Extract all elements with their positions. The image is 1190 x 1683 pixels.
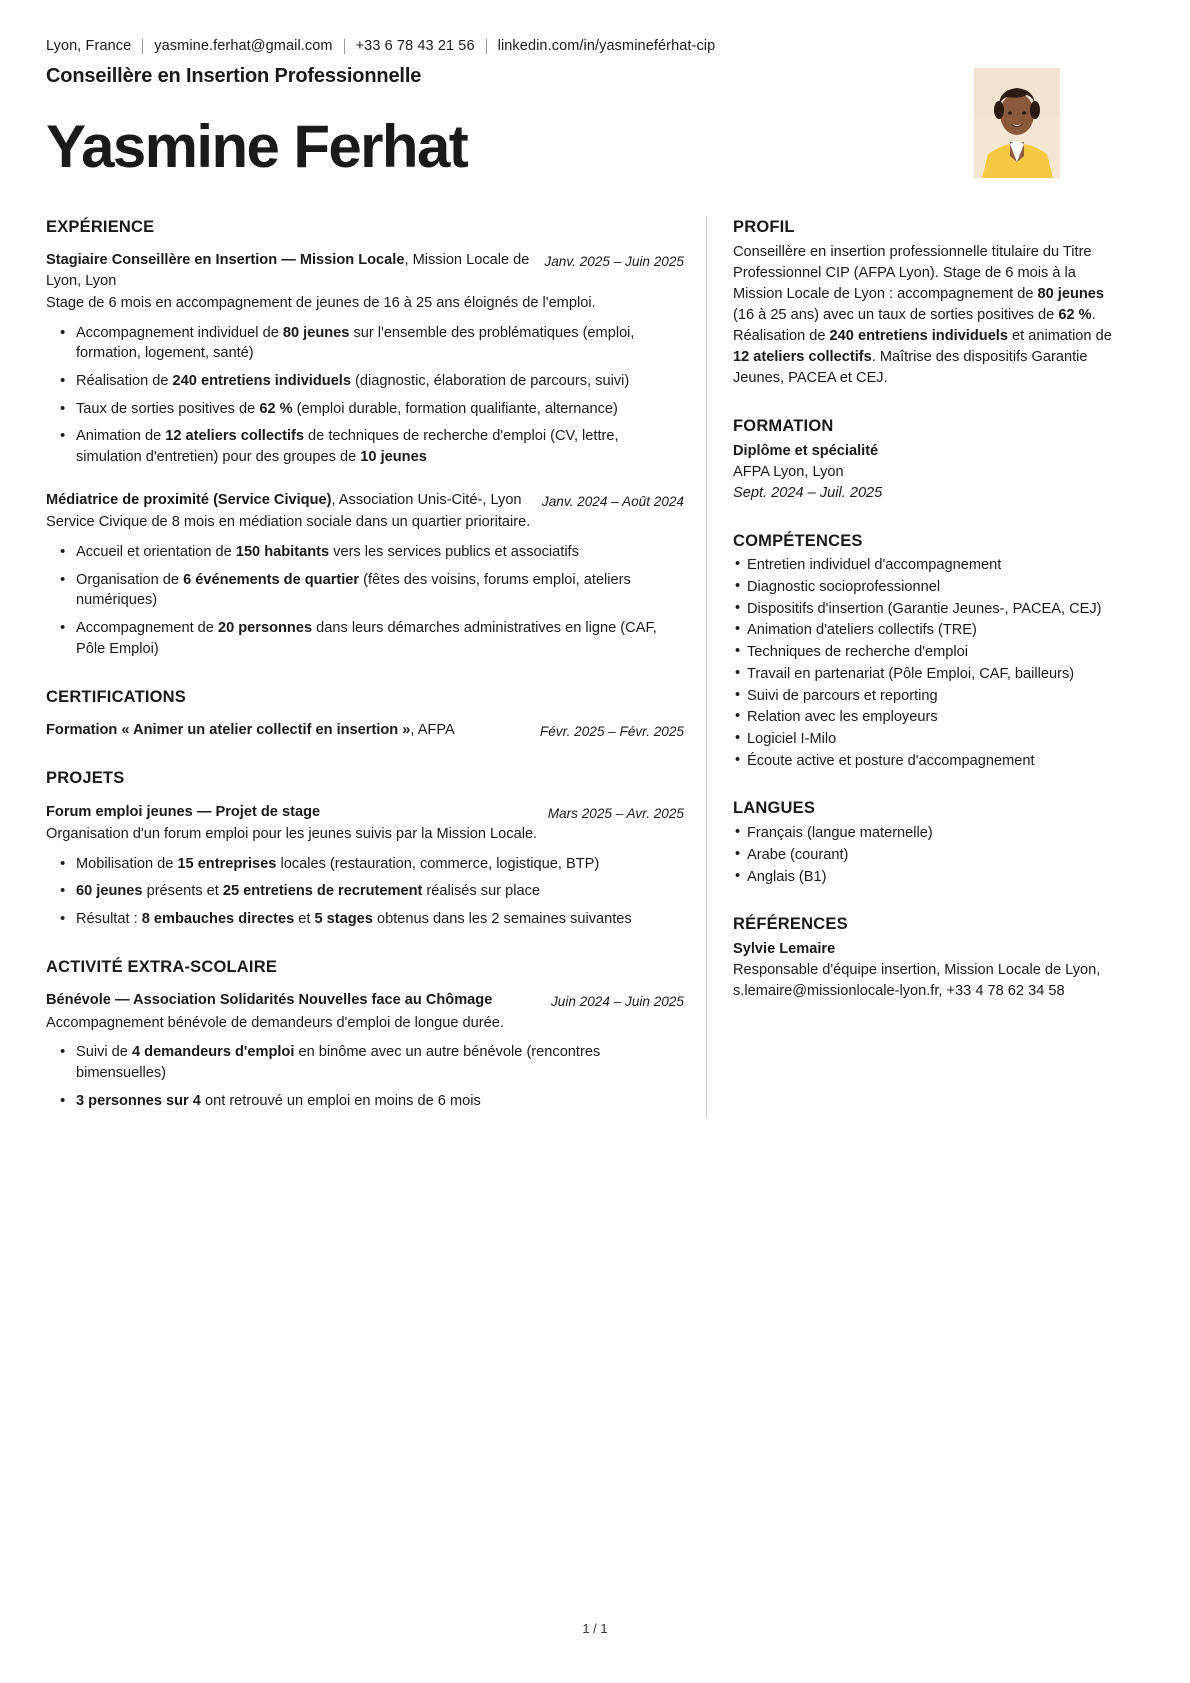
entry-bullet bbox=[76, 618, 684, 659]
body-text: Conseillère en insertion professionnelle titulaire du Titre Professionnel CIP (AFPA Lyon). Stage de 6 mois à la Mission Locale de Lyon : accompagnement de bbox=[733, 243, 1092, 302]
section-skills bbox=[733, 530, 1114, 772]
section-extracurricular bbox=[46, 956, 684, 1112]
candidate-name: Yasmine Ferhat bbox=[46, 113, 468, 180]
entry-header bbox=[46, 802, 684, 823]
formation-degree: Diplôme et spécialité bbox=[733, 442, 879, 459]
emphasis-text: 4 demandeurs d'emploi bbox=[131, 1044, 295, 1061]
entry-bullet bbox=[76, 426, 684, 467]
emphasis-text: 25 entretiens de recrutement bbox=[222, 883, 423, 900]
entry-date: Juin 2024 – Juin 2025 bbox=[550, 994, 684, 1010]
reference-details: Responsable d'équipe insertion, Mission Locale de Lyon, s.lemaire@missionlocale-lyon.fr, +33 4 78 62 34 58 bbox=[733, 962, 1101, 1000]
body-text: . Maîtrise des dispositifs Garantie Jeunes, PACEA et CEJ. bbox=[733, 348, 1088, 386]
entry-date: Janv. 2025 – Juin 2025 bbox=[544, 254, 684, 270]
list-item: • Dispositifs d'insertion (Garantie Jeunes-, PACEA, CEJ) bbox=[747, 599, 1114, 620]
body-text: (fêtes des voisins, forums emploi, ateliers numériques) bbox=[76, 571, 631, 609]
section-experience bbox=[46, 216, 684, 660]
list-item: • Français (langue maternelle) bbox=[747, 823, 1114, 844]
projects-entry-list bbox=[46, 802, 684, 930]
section-references bbox=[733, 913, 1114, 1002]
body-text: Mobilisation de bbox=[76, 855, 178, 872]
section-languages bbox=[733, 797, 1114, 887]
extracurricular-entry-list bbox=[46, 990, 684, 1111]
section-heading-formation: FORMATION bbox=[733, 416, 834, 435]
body-text: Suivi de bbox=[76, 1044, 132, 1061]
entry-date: Janv. 2024 – Août 2024 bbox=[541, 493, 684, 509]
section-formation bbox=[733, 415, 1114, 504]
contact-item: yasmine.ferhat@gmail.com bbox=[154, 38, 333, 54]
resume-header bbox=[0, 0, 1190, 178]
entry-description: Accompagnement bénévole de demandeurs d'emploi de longue durée. bbox=[46, 1014, 504, 1031]
entry-description: Service Civique de 8 mois en médiation sociale dans un quartier prioritaire. bbox=[46, 514, 531, 531]
emphasis-text: 60 jeunes bbox=[76, 883, 143, 900]
entry-bullet-list bbox=[46, 542, 684, 660]
body-text: Accueil et orientation de bbox=[76, 543, 236, 560]
resume-entry bbox=[46, 720, 684, 741]
section-heading-projects: PROJETS bbox=[46, 769, 125, 788]
emphasis-text: 80 jeunes bbox=[282, 324, 350, 341]
section-heading-experience: EXPÉRIENCE bbox=[46, 218, 155, 236]
entry-bullet bbox=[76, 570, 684, 611]
entry-header bbox=[46, 490, 684, 511]
emphasis-text: 62 % bbox=[1058, 306, 1092, 323]
body-text: . Réalisation de bbox=[733, 306, 1096, 344]
section-heading-skills: COMPÉTENCES bbox=[733, 531, 863, 550]
body-text: Résultat : bbox=[76, 911, 142, 928]
entry-bullet bbox=[76, 371, 684, 392]
section-heading-extracurricular: ACTIVITÉ EXTRA-SCOLAIRE bbox=[46, 957, 278, 976]
body-text: ont retrouvé un emploi en moins de 6 mois bbox=[200, 1092, 481, 1109]
entry-title-org: , Mission Locale de Lyon, Lyon bbox=[46, 252, 530, 290]
body-text: et bbox=[294, 911, 315, 928]
reference-name: Sylvie Lemaire bbox=[733, 941, 836, 958]
contact-item: linkedin.com/in/yasmineférhat-cip bbox=[497, 38, 716, 54]
resume-entry bbox=[46, 990, 684, 1111]
list-item: • Suivi de parcours et reporting bbox=[747, 686, 1114, 707]
emphasis-text: 12 ateliers collectifs bbox=[165, 428, 304, 445]
resume-entry bbox=[46, 250, 684, 467]
emphasis-text: 240 entretiens individuels bbox=[172, 373, 351, 390]
entry-title bbox=[46, 250, 532, 291]
list-item: • Arabe (courant) bbox=[747, 845, 1114, 866]
section-certifications bbox=[46, 686, 684, 742]
entry-bullet bbox=[76, 399, 684, 420]
list-item: • Entretien individuel d'accompagnement bbox=[747, 555, 1114, 576]
entry-title-main: Forum emploi jeunes — Projet de stage bbox=[46, 803, 321, 820]
entry-description: Organisation d'un forum emploi pour les jeunes suivis par la Mission Locale. bbox=[46, 825, 538, 842]
body-text: (16 à 25 ans) avec un taux de sorties positives de bbox=[733, 306, 1059, 323]
entry-bullet bbox=[76, 881, 684, 902]
body-text: dans leurs démarches administratives en ligne (CAF, Pôle Emploi) bbox=[76, 620, 657, 657]
emphasis-text: 20 personnes bbox=[217, 620, 313, 637]
entry-bullet bbox=[76, 323, 684, 364]
body-text: Accompagnement individuel de bbox=[76, 324, 283, 341]
section-projects bbox=[46, 767, 684, 930]
list-item: • Anglais (B1) bbox=[747, 867, 1114, 888]
body-text: Organisation de bbox=[76, 571, 184, 588]
entry-bullet bbox=[76, 1042, 684, 1083]
entry-bullet-list bbox=[46, 1042, 684, 1111]
entry-description: Stage de 6 mois en accompagnement de jeunes de 16 à 25 ans éloignés de l'emploi. bbox=[46, 294, 596, 311]
emphasis-text: 8 embauches directes bbox=[141, 911, 295, 928]
list-item: • Diagnostic socioprofessionnel bbox=[747, 577, 1114, 598]
experience-entry-list bbox=[46, 250, 684, 659]
list-item: • Logiciel I-Milo bbox=[747, 729, 1114, 750]
section-heading-profile: PROFIL bbox=[733, 218, 795, 236]
emphasis-text: 62 % bbox=[259, 400, 293, 417]
entry-bullet bbox=[76, 542, 684, 563]
list-item: • Animation d'ateliers collectifs (TRE) bbox=[747, 620, 1114, 641]
languages-list bbox=[733, 823, 1114, 887]
entry-bullet bbox=[76, 854, 684, 875]
contact-item: +33 6 78 43 21 56 bbox=[355, 38, 475, 54]
body-text: réalisés sur place bbox=[422, 883, 540, 900]
entry-title bbox=[46, 720, 455, 741]
emphasis-text: 10 jeunes bbox=[360, 449, 427, 466]
entry-title bbox=[46, 802, 320, 823]
body-text: obtenus dans les 2 semaines suivantes bbox=[372, 911, 632, 928]
entry-header bbox=[46, 990, 684, 1011]
contact-line bbox=[46, 38, 1144, 54]
list-item: • Relation avec les employeurs bbox=[747, 707, 1114, 728]
emphasis-text: 150 habitants bbox=[235, 543, 330, 560]
emphasis-text: 80 jeunes bbox=[1037, 285, 1105, 302]
body-text: et animation de bbox=[1007, 327, 1112, 344]
entry-title bbox=[46, 490, 522, 511]
resume-entry bbox=[46, 802, 684, 930]
emphasis-text: 15 entreprises bbox=[177, 855, 277, 872]
formation-school: AFPA Lyon, Lyon bbox=[733, 463, 844, 480]
emphasis-text: 6 événements de quartier bbox=[183, 571, 360, 588]
entry-date: Févr. 2025 – Févr. 2025 bbox=[539, 723, 684, 739]
role-title: Conseillère en Insertion Professionnelle bbox=[46, 65, 422, 87]
right-column bbox=[706, 216, 1114, 1118]
entry-bullet bbox=[76, 1091, 684, 1112]
emphasis-text: 12 ateliers collectifs bbox=[733, 348, 872, 365]
list-item: • Écoute active et posture d'accompagnement bbox=[747, 751, 1114, 772]
entry-title-org: , Association Unis-Cité-, Lyon bbox=[331, 491, 522, 508]
body-text: Animation de bbox=[76, 428, 166, 445]
body-text: de techniques de recherche d'emploi (CV, lettre, simulation d'entretien) pour des groupes de bbox=[76, 428, 619, 466]
entry-title-main: Stagiaire Conseillère en Insertion — Mission Locale bbox=[46, 252, 405, 269]
portrait-illustration bbox=[974, 68, 1060, 178]
emphasis-text: 5 stages bbox=[314, 911, 373, 928]
emphasis-text: 3 personnes sur 4 bbox=[76, 1092, 201, 1109]
skills-list bbox=[733, 555, 1114, 771]
body-text: (emploi durable, formation qualifiante, alternance) bbox=[292, 400, 618, 417]
portrait-photo bbox=[974, 68, 1060, 178]
section-heading-references: RÉFÉRENCES bbox=[733, 915, 848, 934]
page-number: 1 / 1 bbox=[582, 1621, 608, 1636]
certifications-entry-list bbox=[46, 720, 684, 741]
entry-title-main: Médiatrice de proximité (Service Civique) bbox=[46, 491, 332, 508]
entry-title-main: Formation « Animer un atelier collectif en insertion » bbox=[46, 721, 411, 738]
body-text: Réalisation de bbox=[76, 373, 173, 390]
section-heading-certifications: CERTIFICATIONS bbox=[46, 687, 186, 706]
left-column bbox=[46, 216, 706, 1118]
body-text: Accompagnement de bbox=[76, 620, 218, 637]
body-text: en binôme avec un autre bénévole (rencontres bimensuelles) bbox=[76, 1044, 601, 1081]
body-text: présents et bbox=[142, 883, 223, 900]
entry-date: Mars 2025 – Avr. 2025 bbox=[547, 805, 684, 821]
entry-header bbox=[46, 720, 684, 741]
entry-bullet-list bbox=[46, 323, 684, 468]
body-text: sur l'ensemble des problématiques (emploi, formation, logement, santé) bbox=[76, 324, 635, 362]
entry-title-org: , AFPA bbox=[410, 721, 455, 738]
profile-text bbox=[733, 242, 1114, 389]
body-text: locales (restauration, commerce, logistique, BTP) bbox=[276, 855, 600, 872]
entry-header bbox=[46, 250, 684, 291]
resume-columns bbox=[0, 216, 1190, 1118]
entry-bullet bbox=[76, 909, 684, 930]
body-text: vers les services publics et associatifs bbox=[329, 543, 579, 560]
list-item: • Techniques de recherche d'emploi bbox=[747, 642, 1114, 663]
contact-item: Lyon, France bbox=[46, 38, 132, 54]
list-item: • Travail en partenariat (Pôle Emploi, CAF, bailleurs) bbox=[747, 664, 1114, 685]
section-heading-languages: LANGUES bbox=[733, 799, 816, 818]
entry-title-main: Bénévole — Association Solidarités Nouvelles face au Chômage bbox=[46, 992, 493, 1009]
section-profile bbox=[733, 216, 1114, 389]
entry-title bbox=[46, 990, 492, 1011]
entry-bullet-list bbox=[46, 854, 684, 930]
formation-dates: Sept. 2024 – Juil. 2025 bbox=[733, 484, 883, 501]
body-text: Taux de sorties positives de bbox=[76, 400, 260, 417]
resume-entry bbox=[46, 490, 684, 660]
emphasis-text: 240 entretiens individuels bbox=[829, 327, 1008, 344]
body-text: (diagnostic, élaboration de parcours, suivi) bbox=[350, 373, 630, 390]
